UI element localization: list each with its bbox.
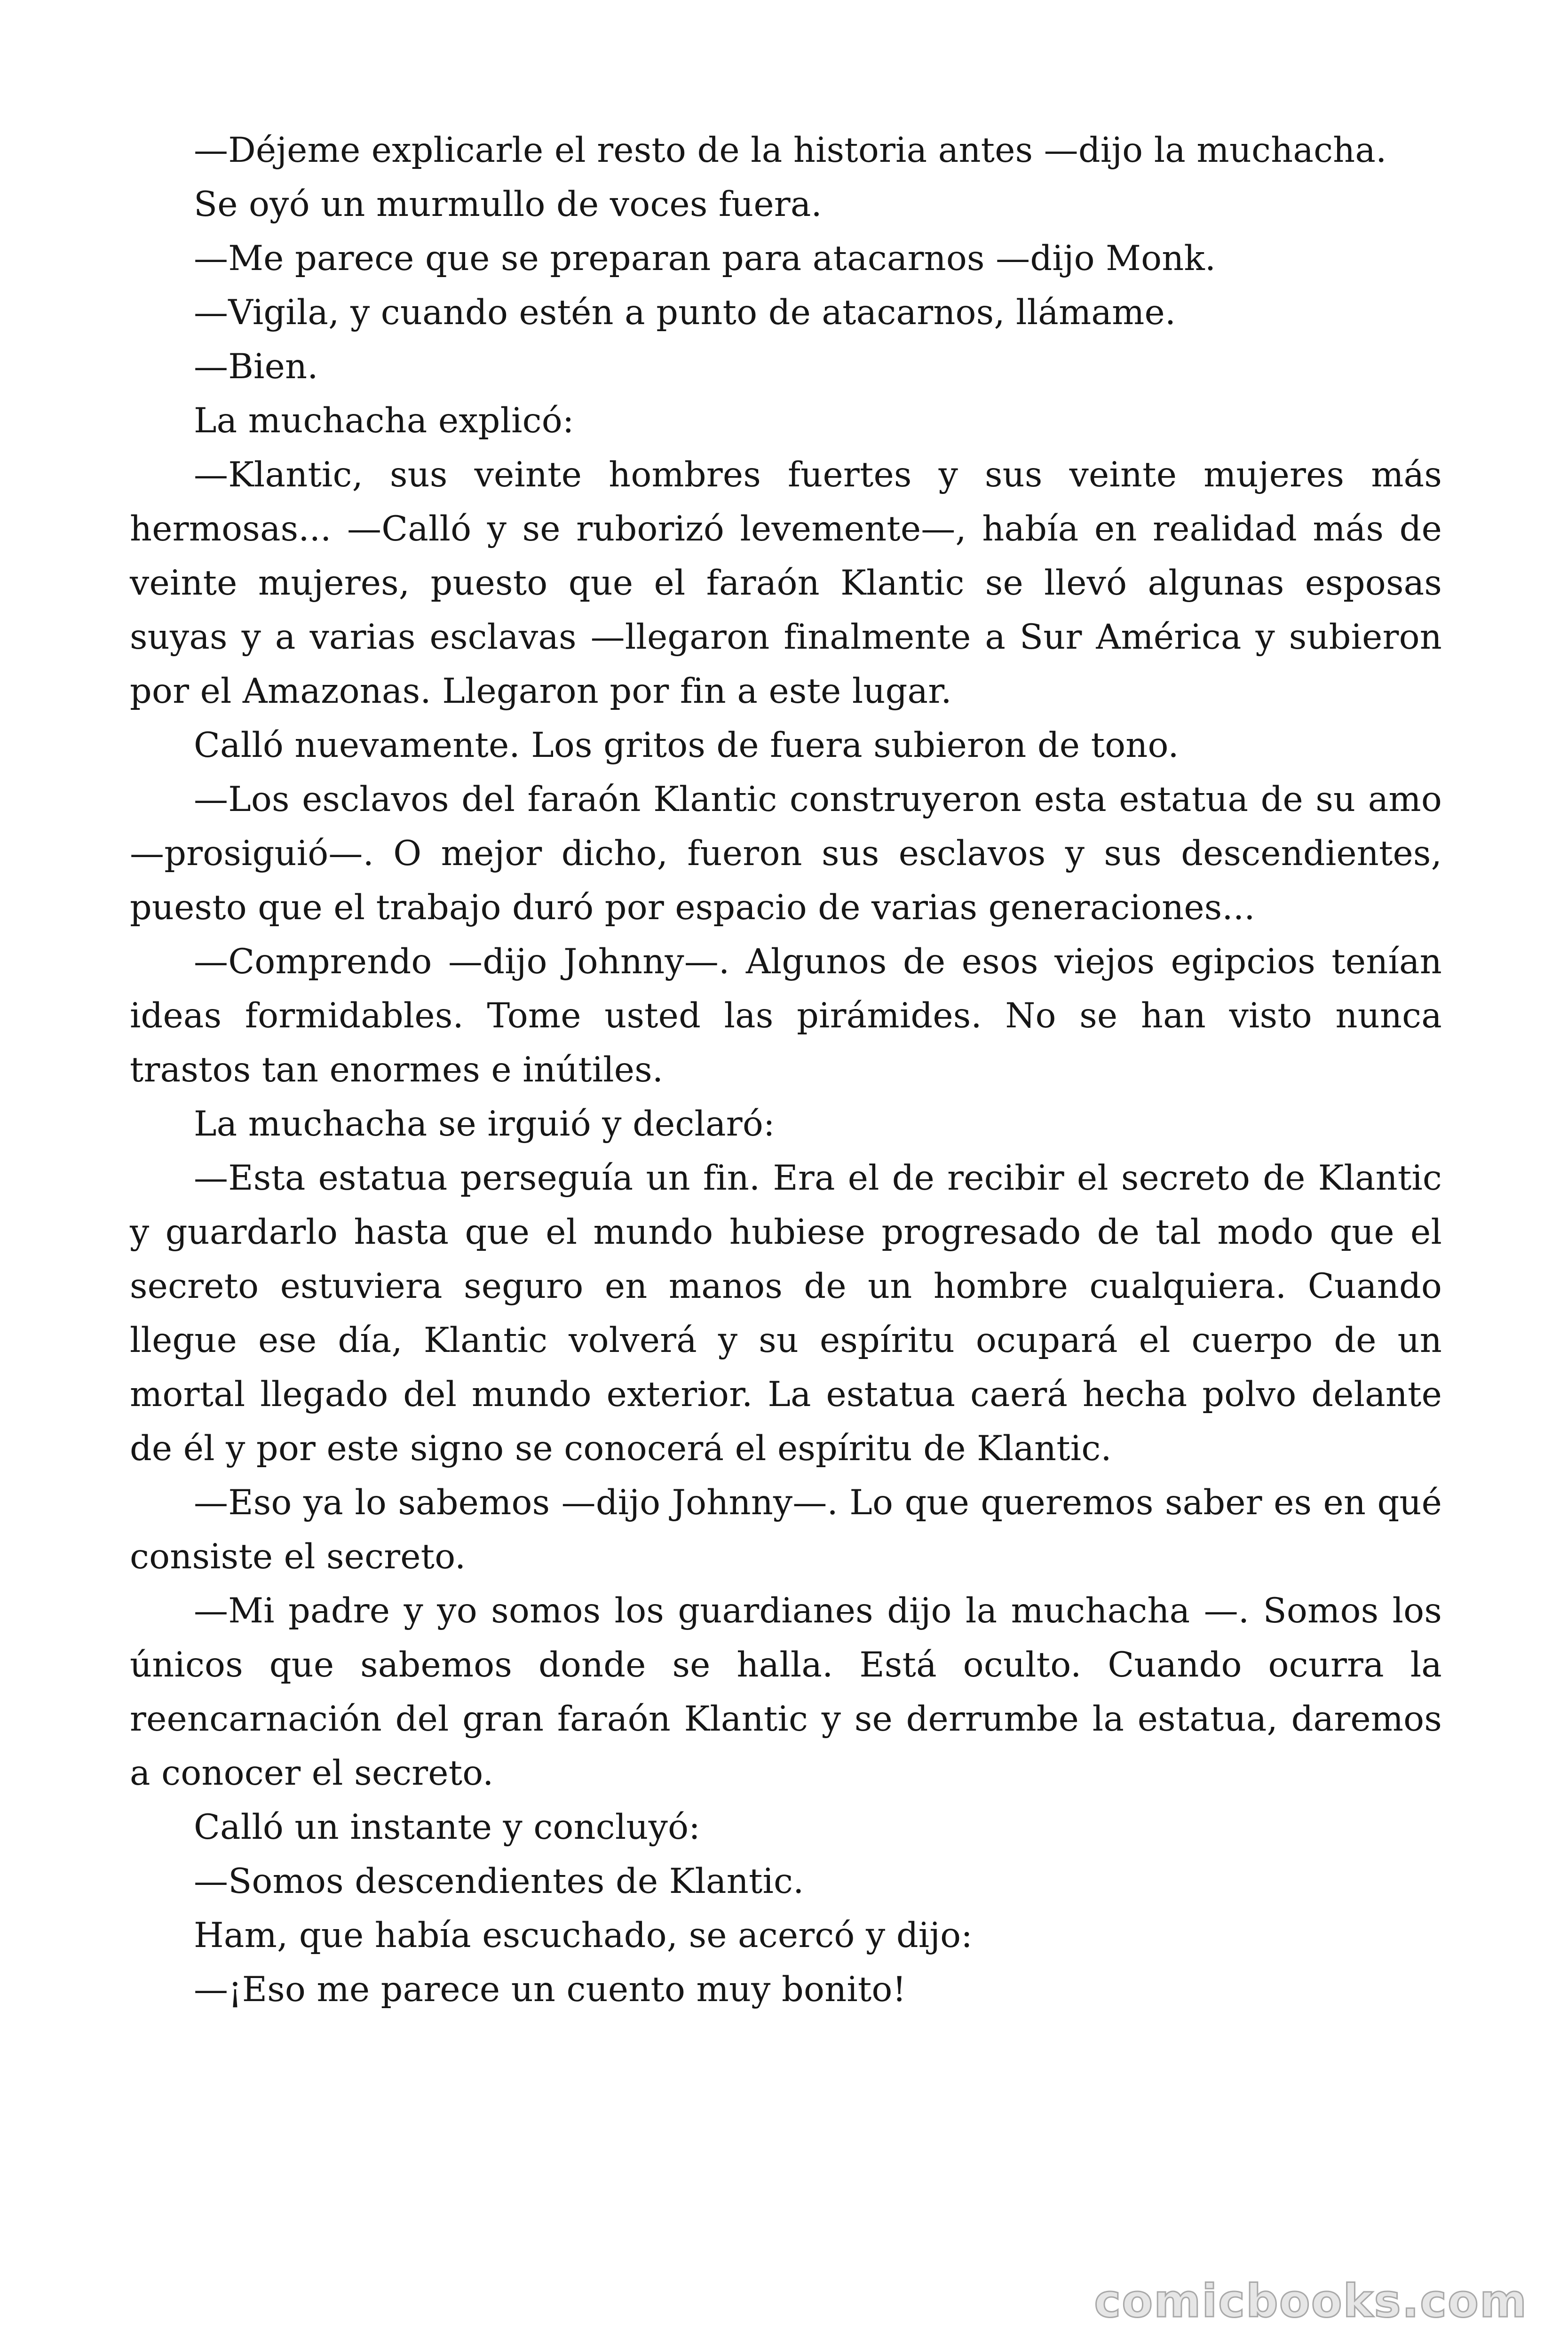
paragraph-12: —Esta estatua perseguía un fin. Era el de recibir el secreto de Klantic y guardarlo hasta que el mundo hubiese progresado de tal modo que el secreto estuviera seguro en manos de un hombre cualquiera. Cuando llegue ese día, Klantic volverá y su espíritu ocupará el cuerpo de un mortal llegado del mundo exterior. La estatua caerá hecha polvo delante de él y por este signo se conocerá el espíritu de Klantic. bbox=[130, 1158, 1442, 1469]
paragraph-18: —¡Eso me parece un cuento muy bonito! bbox=[194, 1970, 907, 2010]
paragraph-14: —Mi padre y yo somos los guardianes dijo la muchacha —. Somos los únicos que sabemos donde se halla. Está oculto. Cuando ocurra la reencarnación del gran faraón Klantic y se derrumbe la estatua, daremos a conocer el secreto. bbox=[130, 1591, 1442, 1793]
paragraph-9: —Los esclavos del faraón Klantic construyeron esta estatua de su amo —prosiguió—. O mejor dicho, fueron sus esclavos y sus descendientes, puesto que el trabajo duró por espacio de varias generaciones... bbox=[130, 779, 1442, 928]
watermark: comicbooks.com bbox=[1094, 2275, 1528, 2328]
paragraph-16: —Somos descendientes de Klantic. bbox=[194, 1861, 804, 1901]
paragraph-6: La muchacha explicó: bbox=[194, 401, 574, 441]
paragraph-15: Calló un instante y concluyó: bbox=[194, 1807, 701, 1847]
paragraph-17: Ham, que había escuchado, se acercó y dijo: bbox=[194, 1915, 973, 1955]
paragraph-2: Se oyó un murmullo de voces fuera. bbox=[194, 184, 822, 224]
paragraph-3: —Me parece que se preparan para atacarnos —dijo Monk. bbox=[194, 238, 1216, 278]
paragraph-1: —Déjeme explicarle el resto de la historia antes —dijo la muchacha. bbox=[194, 130, 1387, 170]
body-text bbox=[130, 123, 1442, 2017]
paragraph-10: —Comprendo —dijo Johnny—. Algunos de esos viejos egipcios tenían ideas formidables. Tome usted las pirámides. No se han visto nunca trastos tan enormes e inútiles. bbox=[130, 942, 1442, 1090]
paragraph-11: La muchacha se irguió y declaró: bbox=[194, 1104, 775, 1144]
paragraph-5: —Bien. bbox=[194, 347, 318, 387]
paragraph-13: —Eso ya lo sabemos —dijo Johnny—. Lo que queremos saber es en qué consiste el secreto. bbox=[130, 1483, 1442, 1577]
paragraph-4: —Vigila, y cuando estén a punto de atacarnos, llámame. bbox=[194, 293, 1176, 333]
paragraph-7: —Klantic, sus veinte hombres fuertes y sus veinte mujeres más hermosas... —Calló y se ruborizó levemente—, había en realidad más de veinte mujeres, puesto que el faraón Klantic se llevó algunas esposas suyas y a varias esclavas —llegaron finalmente a Sur América y subieron por el Amazonas. Llegaron por fin a este lugar. bbox=[130, 455, 1442, 711]
paragraph-8: Calló nuevamente. Los gritos de fuera subieron de tono. bbox=[194, 725, 1179, 765]
